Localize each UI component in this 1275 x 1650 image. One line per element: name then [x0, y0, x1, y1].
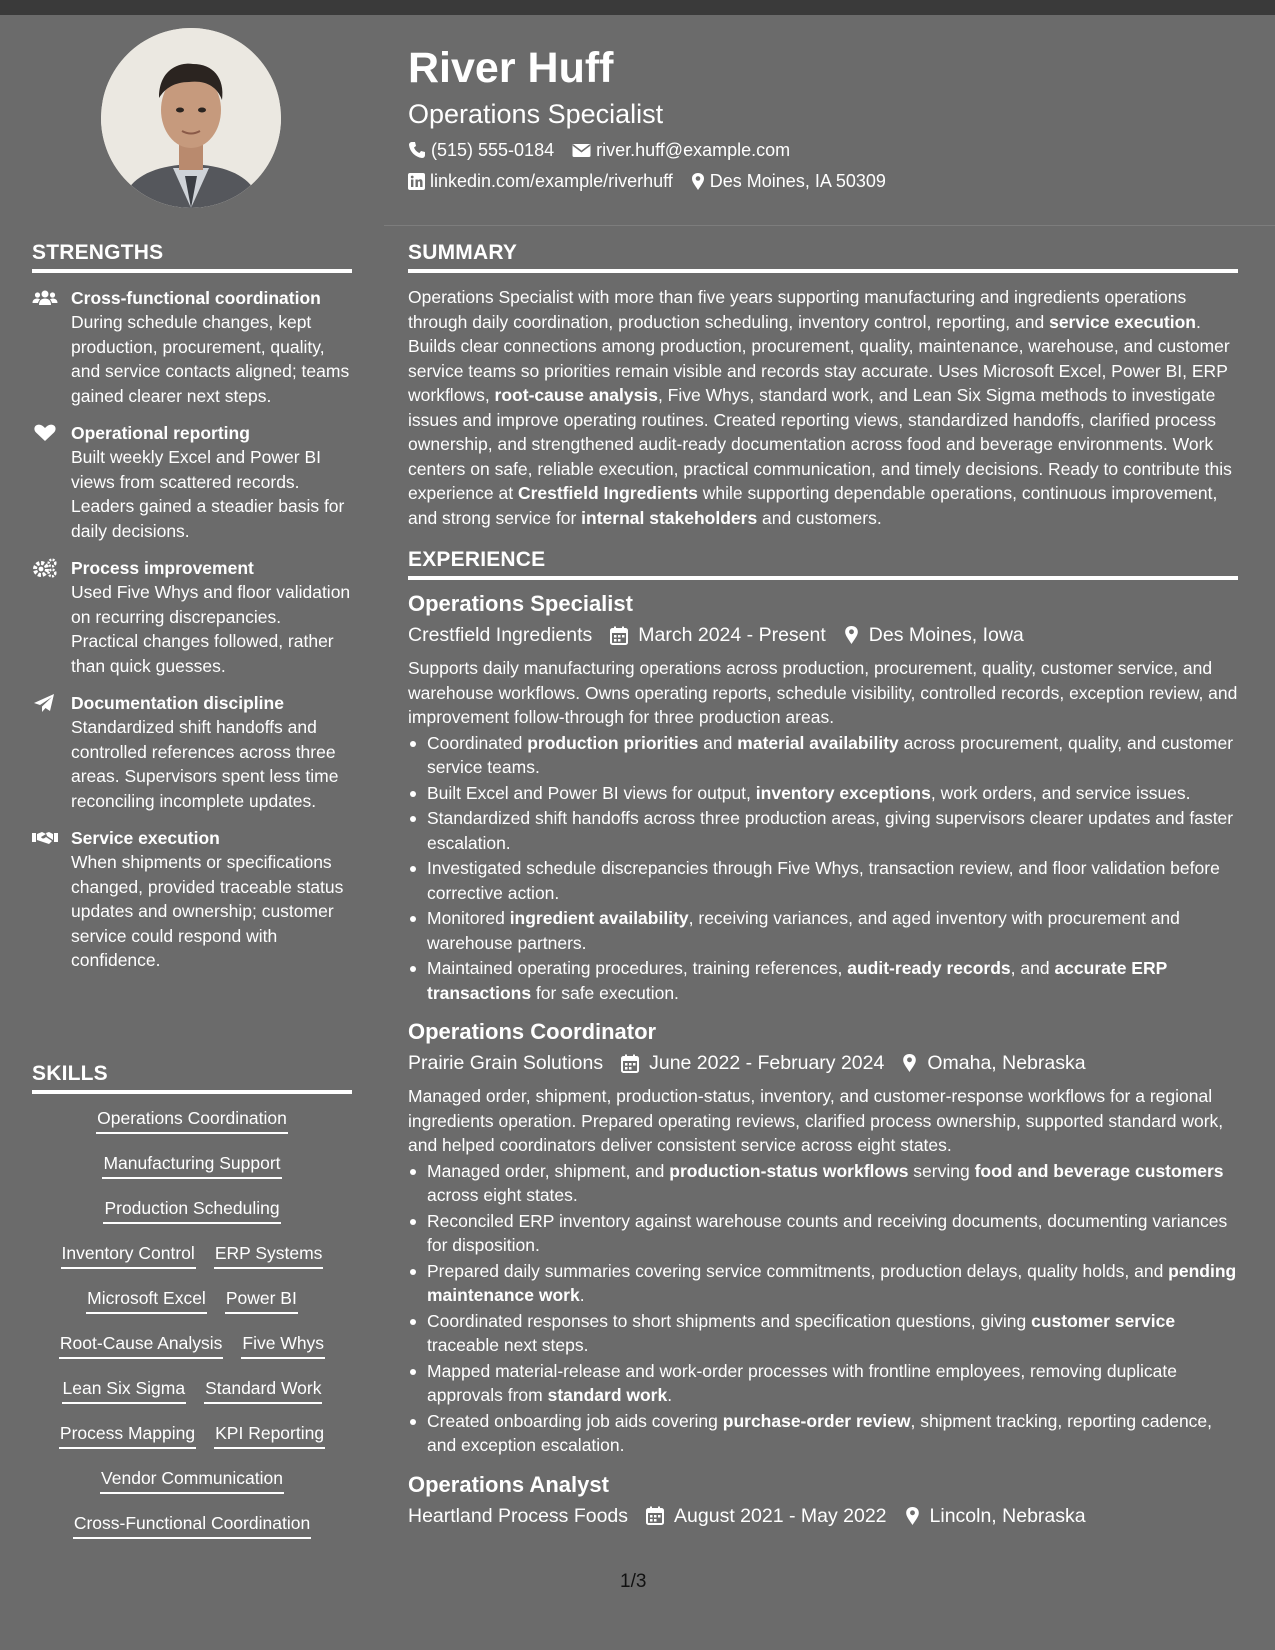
summary-heading: SUMMARY — [408, 241, 1238, 273]
job-meta — [408, 621, 1238, 649]
text-run: Coordinated responses to short shipments and specification questions, giving — [427, 1310, 1032, 1331]
strength-item — [32, 826, 352, 973]
phone-icon — [408, 141, 426, 159]
job-dates — [610, 621, 826, 649]
top-bar — [0, 0, 1275, 15]
skill-tag: Power BI — [225, 1286, 298, 1314]
bold-phrase: inventory exceptions — [755, 782, 931, 803]
email-text: river.huff@example.com — [596, 140, 791, 160]
text-run: for safe execution. — [531, 982, 679, 1003]
bullet-item — [408, 906, 1238, 955]
text-run: Maintained operating procedures, training references, — [427, 958, 848, 978]
text-run: and — [698, 732, 738, 753]
bold-phrase: internal stakeholders — [581, 507, 758, 528]
job-title: Operations Coordinator — [408, 1019, 657, 1044]
text-run: , and — [1010, 958, 1055, 978]
bold-phrase: purchase-order review — [722, 1410, 911, 1431]
bold-phrase: pending maintenance work — [427, 1260, 1237, 1305]
bold-phrase: accurate ERP transactions — [427, 958, 1167, 1003]
text-run: Prepared daily summaries covering service commitments, production delays, quality holds, and — [427, 1260, 1169, 1281]
skill-tag: Standard Work — [204, 1376, 322, 1404]
job-location-text: Omaha, Nebraska — [927, 1052, 1086, 1074]
page-number: 1/3 — [620, 1571, 647, 1592]
skill-tag: Microsoft Excel — [86, 1286, 207, 1314]
header-divider — [384, 225, 1275, 226]
job-bullets — [408, 1159, 1238, 1458]
candidate-title: Operations Specialist — [408, 99, 664, 129]
text-run: Operations Specialist with more than five years supporting manufacturing and ingredients operations through daily coordination, production scheduling, inventory control, reporting, and — [408, 287, 1187, 332]
strengths-section — [32, 241, 352, 973]
job-location — [902, 1049, 1085, 1077]
bullet-item — [408, 1409, 1238, 1458]
users-icon — [32, 288, 58, 308]
strength-item — [32, 691, 352, 813]
gears-icon — [32, 558, 58, 578]
map-pin-icon — [902, 1053, 917, 1073]
text-run: Created onboarding job aids covering — [427, 1410, 723, 1431]
job-entry — [408, 1018, 1238, 1458]
strength-desc: Standardized shift handoffs and controlled references across three areas. Supervisors spent less time reconciling incomplete updates. — [71, 717, 339, 811]
strength-title: Cross-functional coordination — [71, 288, 321, 308]
skills-section — [32, 1062, 352, 1556]
job-description: Managed order, shipment, production-status, inventory, and customer-response workflows for a regional ingredients operation. Prepared operating reviews, clarified process ownership, supported standard work, and helped coordinators deliver consistent service across eight states. — [408, 1086, 1224, 1155]
linkedin-icon — [408, 173, 425, 190]
job-entry — [408, 590, 1238, 1005]
job-meta — [408, 1502, 1238, 1530]
bullet-item — [408, 781, 1238, 806]
strength-item — [32, 556, 352, 678]
text-run: Reconciled ERP inventory against warehouse counts and receiving documents, documenting variances for disposition. — [427, 1210, 1228, 1255]
bold-phrase: food and beverage customers — [974, 1160, 1224, 1181]
bullet-item — [408, 856, 1238, 905]
skill-tag: Vendor Communication — [100, 1466, 284, 1494]
text-run: Coordinated — [427, 732, 528, 753]
text-run: . — [667, 1385, 673, 1405]
job-meta — [408, 1049, 1238, 1077]
skills-list — [32, 1106, 352, 1556]
text-run: Mapped material-release and work-order processes with frontline employees, removing duplicate approvals from — [427, 1360, 1177, 1405]
bullet-item — [408, 1159, 1238, 1208]
bold-phrase: root-cause analysis — [494, 385, 658, 405]
heart-icon — [32, 423, 58, 443]
job-entry — [408, 1471, 1238, 1530]
linkedin-contact — [408, 169, 673, 193]
phone-contact — [408, 138, 554, 162]
bold-phrase: production-status workflows — [669, 1160, 909, 1181]
bold-phrase: production priorities — [527, 732, 699, 753]
job-title: Operations Analyst — [408, 1471, 609, 1497]
profile-photo — [101, 28, 281, 208]
bullet-item — [408, 1359, 1238, 1408]
job-company: Prairie Grain Solutions — [408, 1052, 604, 1074]
strength-title: Operational reporting — [71, 423, 250, 443]
job-dates-text: March 2024 - Present — [638, 624, 826, 646]
bullet-item — [408, 1309, 1238, 1358]
calendar-icon — [621, 1054, 639, 1073]
skill-tag: ERP Systems — [214, 1241, 324, 1269]
map-pin-icon — [905, 1506, 920, 1526]
strength-desc: Used Five Whys and floor validation on recurring discrepancies. Practical changes followed, rather than quick guesses. — [71, 582, 351, 676]
text-run: across procurement, quality, and customer service teams. — [427, 732, 1234, 777]
text-run: Managed order, shipment, and — [427, 1160, 670, 1181]
phone-text: (515) 555-0184 — [431, 140, 555, 160]
strength-desc: When shipments or specifications changed, provided traceable status updates and ownership; customer service could respond with confidence. — [71, 852, 344, 970]
skill-tag: Lean Six Sigma — [62, 1376, 187, 1404]
strength-desc: Built weekly Excel and Power BI views from scattered records. Leaders gained a steadier basis for daily decisions. — [71, 447, 345, 541]
bold-phrase: standard work — [547, 1385, 668, 1405]
skill-tag: Inventory Control — [61, 1241, 196, 1269]
strength-item — [32, 421, 352, 543]
bold-phrase: material availability — [737, 732, 899, 753]
summary-text — [408, 285, 1238, 530]
calendar-icon — [646, 1506, 664, 1525]
text-run: Investigated schedule discrepancies through Five Whys, transaction review, and floor validation before corrective action. — [427, 858, 1220, 903]
bullet-item — [408, 1209, 1238, 1258]
job-bullets — [408, 731, 1238, 1006]
text-run: traceable next steps. — [427, 1335, 589, 1355]
envelope-icon — [572, 142, 591, 158]
experience-list — [408, 590, 1238, 1530]
calendar-icon — [610, 626, 628, 645]
contact-row — [408, 169, 1238, 193]
job-title: Operations Specialist — [408, 591, 633, 616]
text-run: while supporting dependable operations, continuous improvement, and strong service for — [408, 483, 1218, 528]
text-run: Monitored — [427, 908, 510, 928]
strengths-heading: STRENGTHS — [32, 241, 352, 273]
skill-tag: KPI Reporting — [214, 1421, 325, 1449]
linkedin-text: linkedin.com/example/riverhuff — [430, 171, 673, 191]
job-dates-text: June 2022 - February 2024 — [649, 1052, 885, 1074]
bullet-item — [408, 956, 1238, 1005]
job-description: Supports daily manufacturing operations across production, procurement, quality, customer service, and warehouse workflows. Owns operating reports, schedule visibility, controlled records, exception review, and improvement follow-through for three production areas. — [408, 658, 1238, 727]
text-run: Standardized shift handoffs across three production areas, giving supervisors clearer updates and faster escalation. — [427, 808, 1234, 853]
strength-title: Process improvement — [71, 558, 254, 578]
text-run: across eight states. — [427, 1185, 578, 1205]
skill-tag: Operations Coordination — [96, 1106, 288, 1134]
strength-desc: During schedule changes, kept production, procurement, quality, and service contacts aligned; teams gained clearer next steps. — [71, 312, 350, 406]
job-dates — [621, 1049, 884, 1077]
strength-title: Documentation discipline — [71, 693, 284, 713]
paper-plane-icon — [32, 693, 58, 713]
bold-phrase: audit-ready records — [847, 958, 1011, 978]
contact-row — [408, 138, 1238, 162]
bullet-item — [408, 806, 1238, 855]
experience-heading: EXPERIENCE — [408, 548, 1238, 580]
text-run: , work orders, and service issues. — [930, 782, 1191, 803]
handshake-icon — [32, 828, 58, 848]
map-pin-icon — [691, 172, 705, 191]
skill-tag: Process Mapping — [59, 1421, 196, 1449]
text-run: and customers. — [757, 507, 882, 528]
bold-phrase: customer service — [1031, 1310, 1176, 1331]
job-company: Heartland Process Foods — [408, 1504, 629, 1527]
location-contact — [691, 169, 886, 193]
skill-tag: Manufacturing Support — [102, 1151, 281, 1179]
main-column — [408, 241, 1238, 1530]
skill-tag: Production Scheduling — [103, 1196, 280, 1224]
job-location-text: Lincoln, Nebraska — [929, 1504, 1086, 1527]
strength-item — [32, 286, 352, 408]
candidate-name: River Huff — [408, 44, 614, 92]
text-run: serving — [908, 1160, 975, 1181]
email-contact — [572, 138, 790, 162]
job-location — [844, 621, 1024, 649]
text-run: , shipment tracking, reporting cadence, and exception escalation. — [427, 1410, 1213, 1455]
strength-title: Service execution — [71, 828, 220, 848]
location-text: Des Moines, IA 50309 — [709, 171, 886, 191]
text-run: , receiving variances, and aged inventory with procurement and warehouse partners. — [427, 908, 1180, 953]
bold-phrase: ingredient availability — [509, 908, 689, 928]
job-dates — [646, 1502, 886, 1530]
job-company: Crestfield Ingredients — [408, 624, 593, 646]
text-run: . Builds clear connections among production, procurement, quality, maintenance, warehouse, and customer service teams so priorities remain visible and records stay accurate. Uses Microsoft Excel, Power BI, ERP workflows, — [408, 311, 1230, 405]
skill-tag: Root-Cause Analysis — [59, 1331, 223, 1359]
skill-tag: Cross-Functional Coordination — [73, 1511, 311, 1539]
job-location — [905, 1502, 1086, 1530]
job-location-text: Des Moines, Iowa — [868, 624, 1024, 646]
resume-header — [408, 40, 1238, 193]
job-dates-text: August 2021 - May 2022 — [674, 1504, 887, 1527]
skills-heading: SKILLS — [32, 1062, 352, 1094]
text-run: , Five Whys, standard work, and Lean Six Sigma methods to investigate issues and improve operating routines. Created reporting views, standardized handoffs, clarified process ownership, and strengthened audit-ready documentation across food and beverage environments. Work centers on safe, reliable execution, practical communication, and timely decisions. Ready to contribute this experience at — [408, 385, 1232, 503]
bullet-item — [408, 731, 1238, 780]
bullet-item — [408, 1259, 1238, 1308]
bold-phrase: service execution — [1049, 311, 1196, 332]
text-run: Built Excel and Power BI views for output, — [427, 782, 756, 803]
map-pin-icon — [844, 625, 859, 645]
skill-tag: Five Whys — [241, 1331, 325, 1359]
text-run: . — [579, 1285, 585, 1305]
bold-phrase: Crestfield Ingredients — [517, 483, 698, 503]
